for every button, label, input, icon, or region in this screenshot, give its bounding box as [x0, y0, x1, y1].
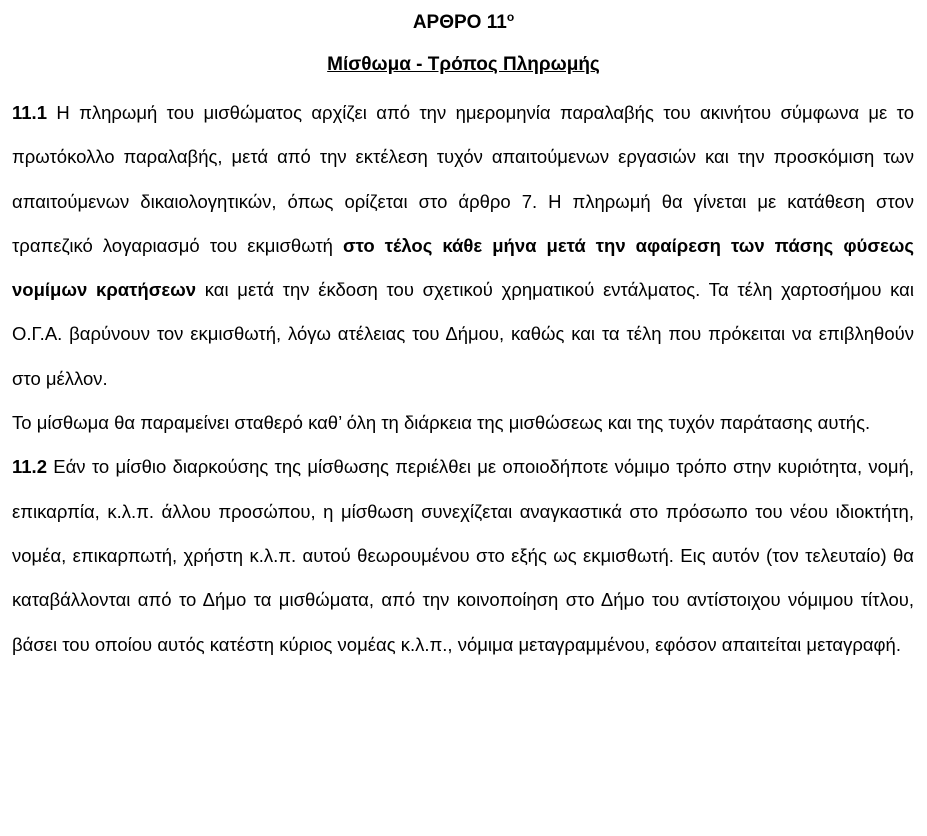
paragraph-rent-fixed: Το μίσθωμα θα παραμείνει σταθερό καθ’ όλη τη διάρκεια της μισθώσεως και της τυχόν παράτασης αυτής.: [12, 412, 871, 434]
article-title-superscript: ο: [506, 10, 515, 24]
paragraph-text-continued: και μετά την έκδοση του σχετικού χρηματικού εντάλματος. Τα τέλη χαρτοσήμου και Ο.Γ.Α. βαρύνουν τον εκμισθωτή, λόγω ατέλειας του Δήμου, καθώς και τα τέλη που πρόκειται να επιβληθούν στο μέλλον.: [12, 279, 914, 389]
paragraph-bold-text: στο τέλος κάθε μήνα μετά την αφαίρεση των πάσης φύσεως νομίμων κρατήσεων: [12, 234, 914, 301]
paragraph-number: 11.2: [12, 456, 47, 478]
article-title: [0, 10, 927, 34]
article-title-text: ΑΡΘΡΟ 11: [412, 12, 507, 33]
paragraph-text: Η πληρωμή του μισθώματος αρχίζει από την ημερομηνία παραλαβής του ακινήτου σύμφωνα με το πρωτόκολλο παραλαβής, μετά από την εκτέλεση τυχόν απαιτούμενων εργασιών και την προσκόμιση των απαιτούμενων δικαιολογητικών, όπως ορίζεται στο άρθρο 7. Η πληρωμή θα γίνεται με κατάθεση στον τραπεζικό λογαριασμό του εκμισθωτή: [12, 102, 914, 256]
paragraph-text: Εάν το μίσθιο διαρκούσης της μίσθωσης περιέλθει με οποιοδήποτε νόμιμο τρόπο στην κυριότητα, νομή, επικαρπία, κ.λ.π. άλλου προσώπου, η μίσθωση συνεχίζεται αναγκαστικά στο πρόσωπο του νέου ιδιοκτήτη, νομέα, επικαρπωτή, χρήστη κ.λ.π. αυτού θεωρουμένου στο εξής ως εκμισθωτή. Εις αυτόν (τον τελευταίο) θα καταβάλλονται από το Δήμο τα μισθώματα, από την κοινοποίηση στο Δήμο του αντίστοιχου νόμιμου τίτλου, βάσει του οποίου αυτός κατέστη κύριος νομέας κ.λ.π., νόμιμα μεταγραμμένου, εφόσον απαιτείται μεταγραφή.: [12, 456, 914, 655]
paragraph-number: 11.1: [12, 102, 47, 123]
article-subtitle: Μίσθωμα - Τρόπος Πληρωμής: [327, 54, 600, 75]
article-body: [12, 91, 914, 667]
paragraph-11-2: [12, 445, 914, 666]
paragraph-11-1: [12, 91, 914, 401]
